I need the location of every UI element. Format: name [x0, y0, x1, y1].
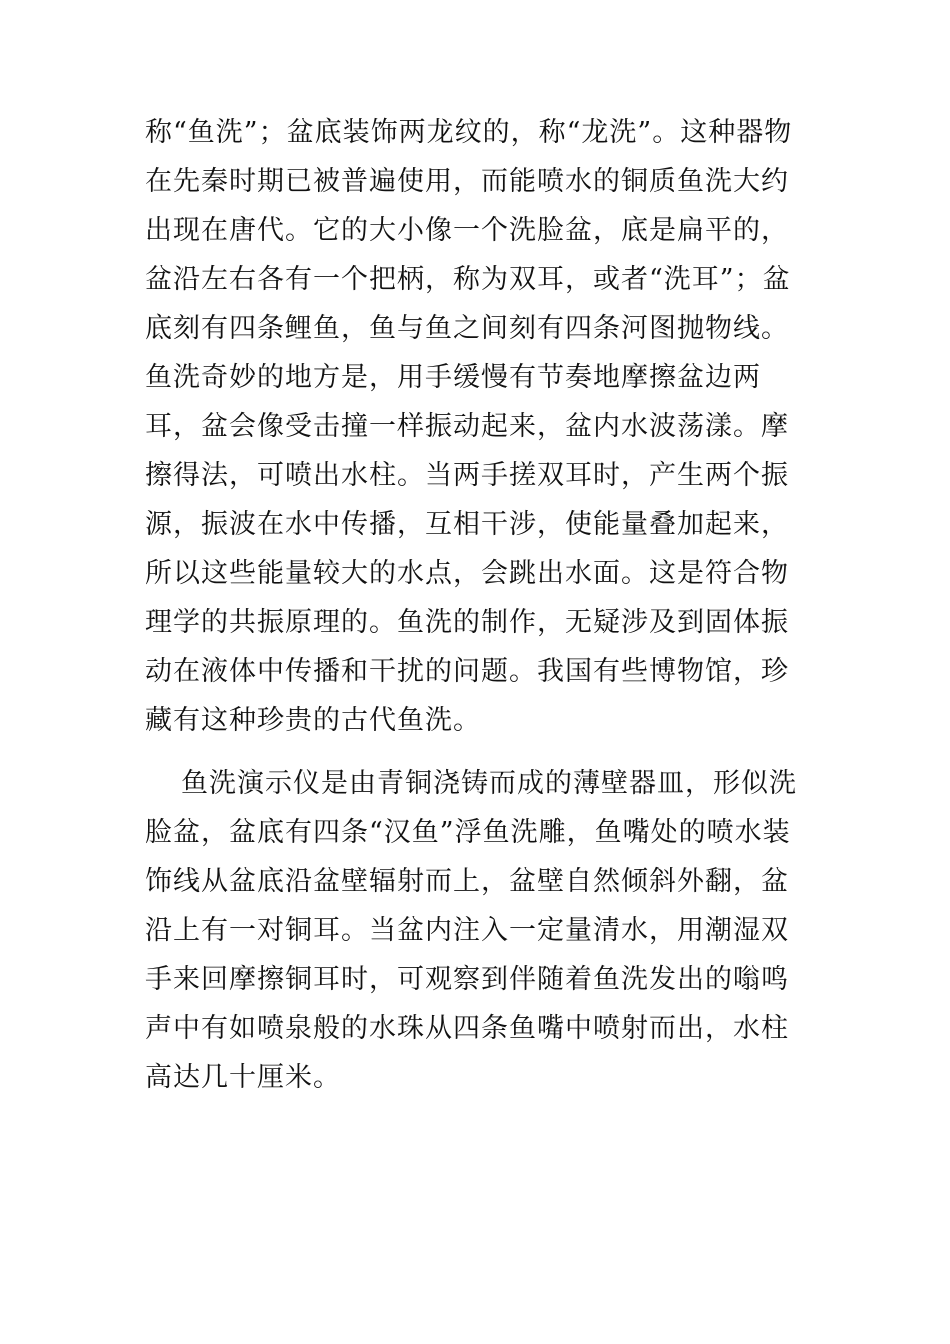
text-line: 手来回摩擦铜耳时，可观察到伴随着鱼洗发出的嗡鸣: [145, 964, 789, 995]
text-line: 所以这些能量较大的水点，会跳出水面。这是符合物: [145, 558, 789, 589]
text-line: 源，振波在水中传播，互相干涉，使能量叠加起来，: [145, 509, 789, 540]
text-line: 理学的共振原理的。鱼洗的制作，无疑涉及到固体振: [145, 607, 789, 638]
text-line: 动在液体中传播和干扰的问题。我国有些博物馆，珍: [145, 656, 789, 687]
text-line: 沿上有一对铜耳。当盆内注入一定量清水，用潮湿双: [145, 915, 789, 946]
paragraph-2: [145, 759, 825, 1102]
text-line: 盆沿左右各有一个把柄，称为双耳，或者“洗耳”；盆: [145, 264, 791, 295]
body-text: [145, 108, 825, 1102]
text-line: 擦得法，可喷出水柱。当两手搓双耳时，产生两个振: [145, 460, 789, 491]
text-line: 高达几十厘米。: [145, 1062, 341, 1093]
paragraph-1: [145, 108, 825, 745]
text-line: 在先秦时期已被普遍使用，而能喷水的铜质鱼洗大约: [145, 166, 789, 197]
text-line: 饰线从盆底沿盆壁辐射而上，盆壁自然倾斜外翻，盆: [145, 866, 789, 897]
text-line: 鱼洗演示仪是由青铜浇铸而成的薄壁器皿，形似洗: [181, 768, 797, 799]
text-line: 底刻有四条鲤鱼，鱼与鱼之间刻有四条河图抛物线。: [145, 313, 789, 344]
text-line: 脸盆，盆底有四条“汉鱼”浮鱼洗雕，鱼嘴处的喷水装: [145, 817, 791, 848]
text-line: 藏有这种珍贵的古代鱼洗。: [145, 705, 481, 736]
text-line: 称“鱼洗”；盆底装饰两龙纹的，称“龙洗”。这种器物: [145, 117, 793, 148]
text-line: 耳，盆会像受击撞一样振动起来，盆内水波荡漾。摩: [145, 411, 789, 442]
text-line: 声中有如喷泉般的水珠从四条鱼嘴中喷射而出，水柱: [145, 1013, 789, 1044]
text-line: 鱼洗奇妙的地方是，用手缓慢有节奏地摩擦盆边两: [145, 362, 761, 393]
text-line: 出现在唐代。它的大小像一个洗脸盆，底是扁平的，: [145, 215, 789, 246]
